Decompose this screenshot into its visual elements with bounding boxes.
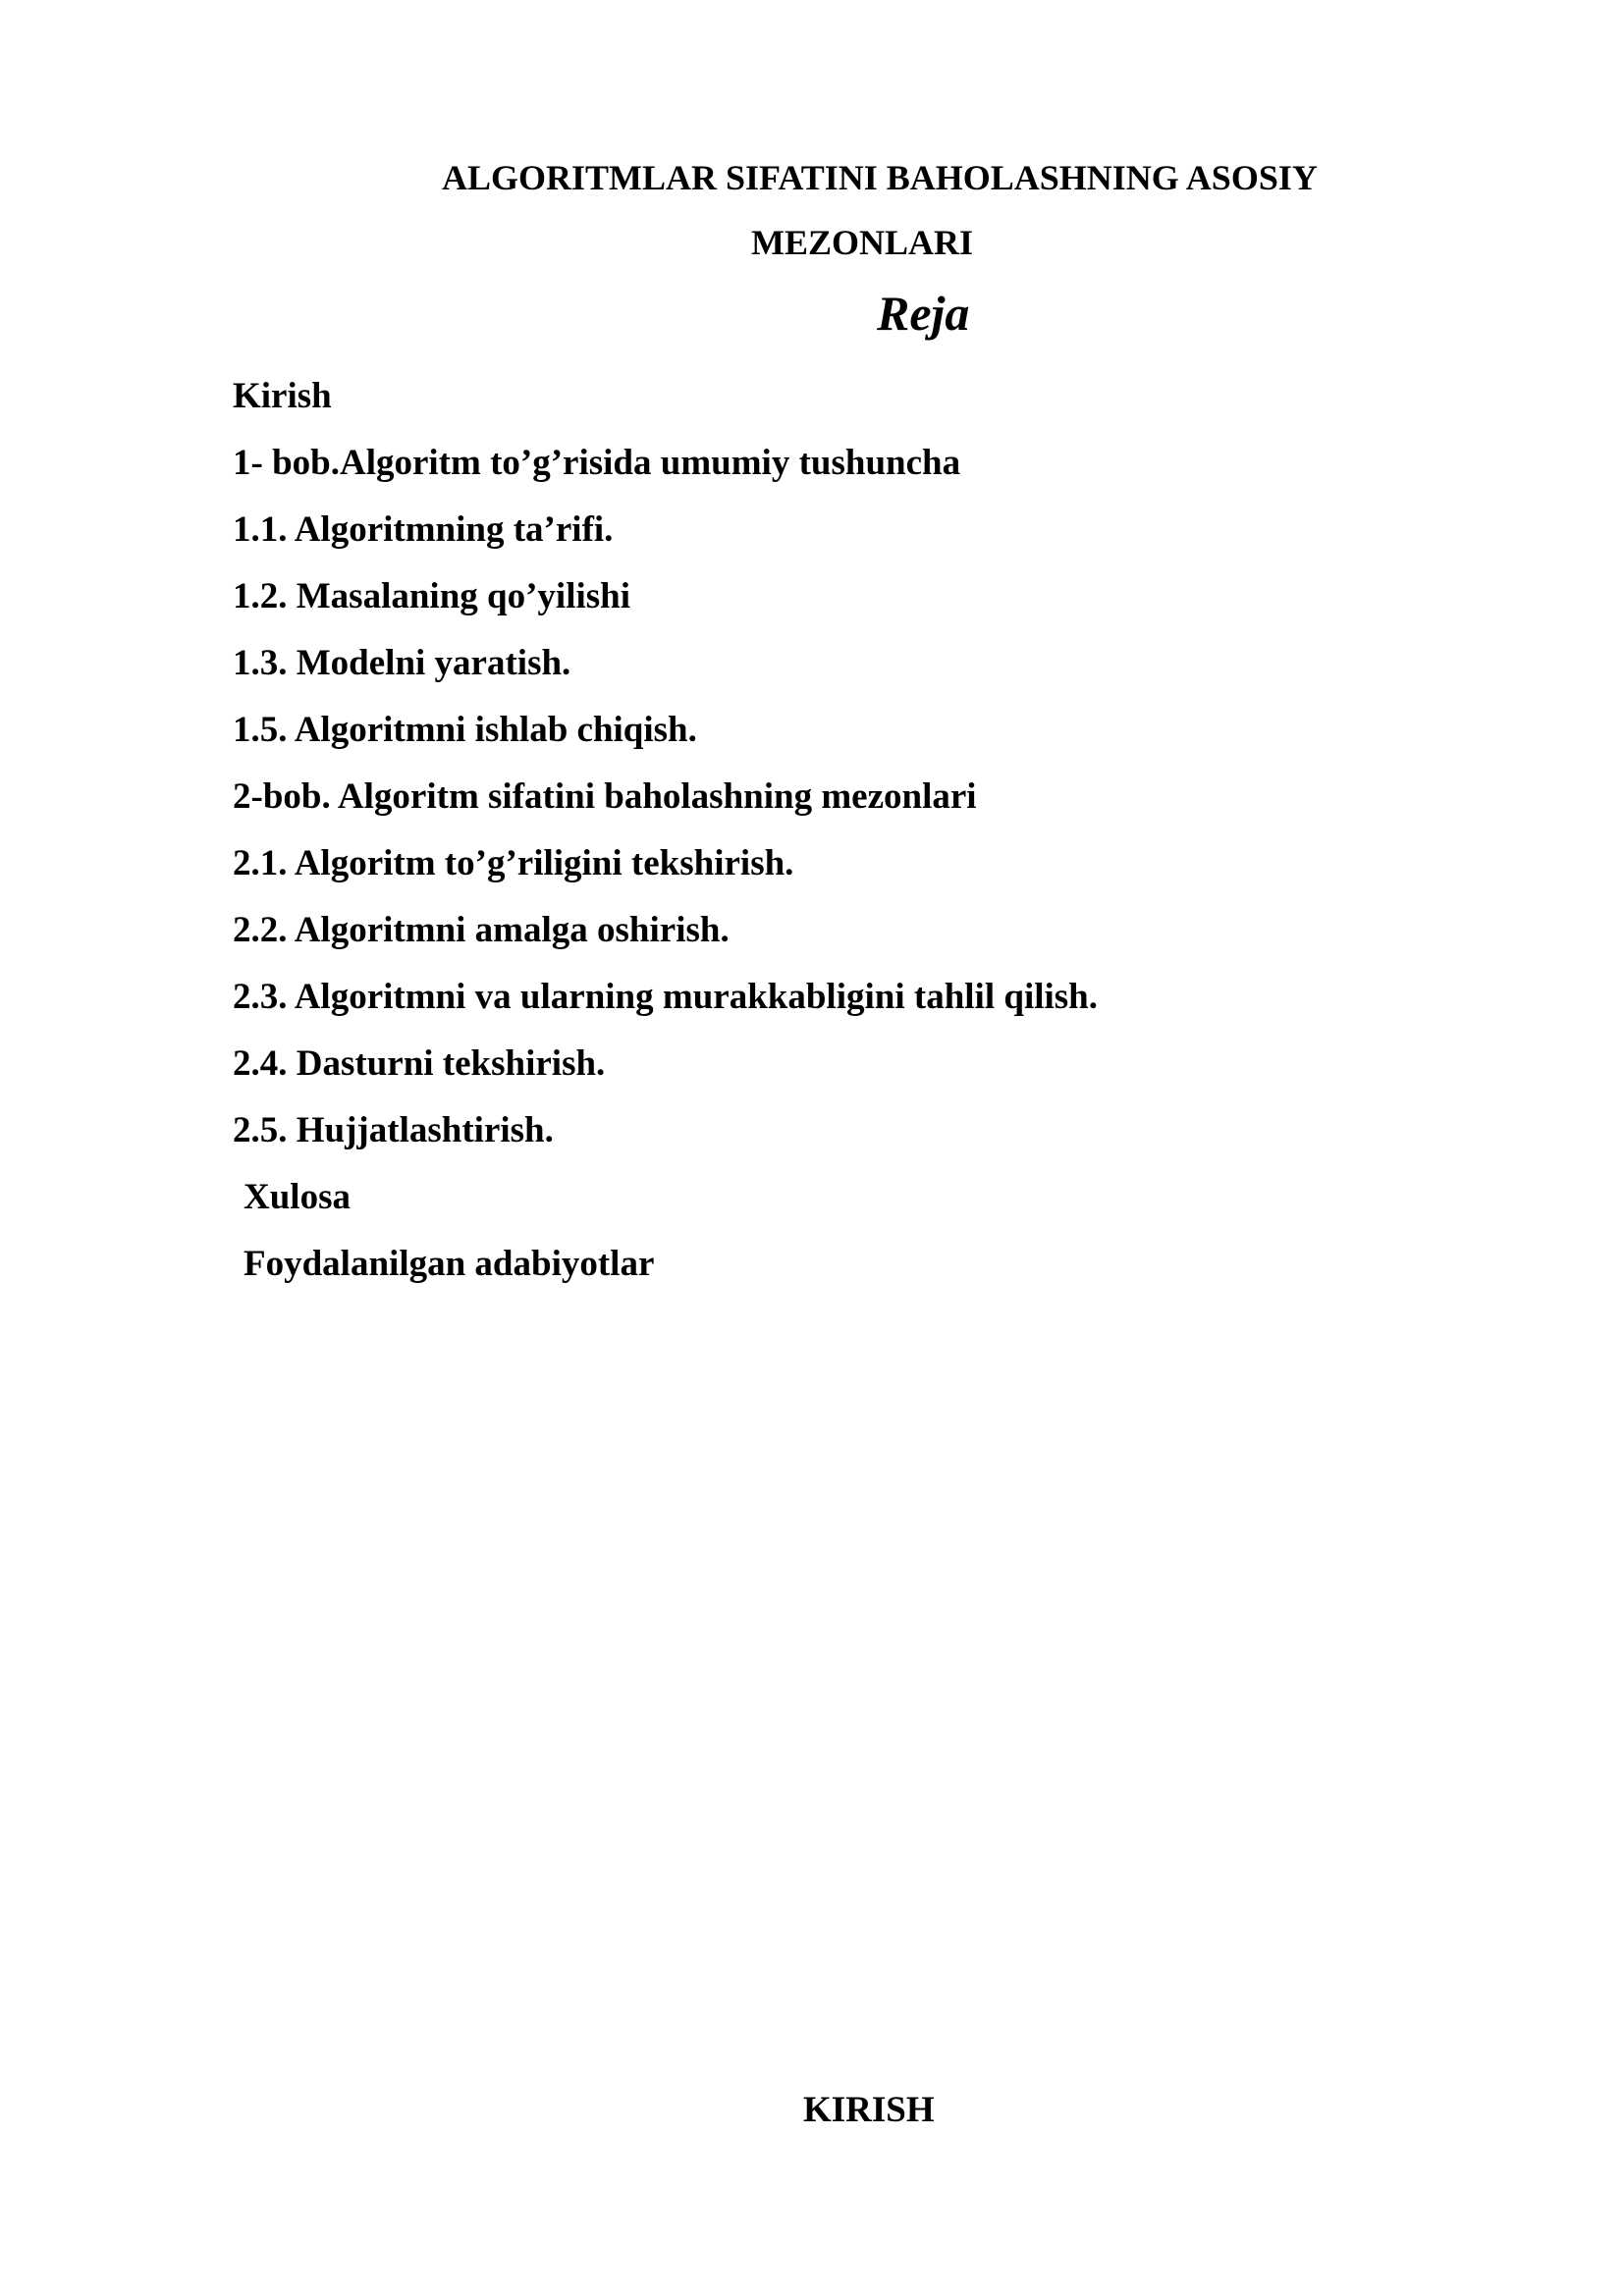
document-title-line-1: ALGORITMLAR SIFATINI BAHOLASHNING ASOSIY — [442, 158, 1318, 197]
toc-item-1-2: 1.2. Masalaning qo’yilishi — [233, 576, 631, 616]
toc-item-references: Foydalanilgan adabiyotlar — [244, 1244, 655, 1284]
toc-item-kirish: Kirish — [233, 376, 332, 416]
section-heading-kirish: KIRISH — [803, 2090, 935, 2130]
plan-heading: Reja — [877, 286, 970, 341]
toc-item-2-2: 2.2. Algoritmni amalga oshirish. — [233, 910, 730, 950]
toc-item-chapter-2: 2-bob. Algoritm sifatini baholashning mezonlari — [233, 776, 977, 817]
toc-item-2-1: 2.1. Algoritm to’g’riligini tekshirish. — [233, 843, 794, 883]
toc-item-2-5: 2.5. Hujjatlashtirish. — [233, 1110, 554, 1150]
document-title-line-2: MEZONLARI — [751, 223, 974, 262]
toc-item-xulosa: Xulosa — [244, 1177, 351, 1217]
toc-item-1-1: 1.1. Algoritmning ta’rifi. — [233, 509, 614, 550]
toc-item-2-4: 2.4. Dasturni tekshirish. — [233, 1043, 606, 1084]
toc-item-1-3: 1.3. Modelni yaratish. — [233, 643, 571, 683]
toc-item-1-5: 1.5. Algoritmni ishlab chiqish. — [233, 710, 697, 750]
toc-item-2-3: 2.3. Algoritmni va ularning murakkabligini tahlil qilish. — [233, 977, 1099, 1017]
toc-item-chapter-1: 1- bob.Algoritm to’g’risida umumiy tushuncha — [233, 443, 961, 483]
